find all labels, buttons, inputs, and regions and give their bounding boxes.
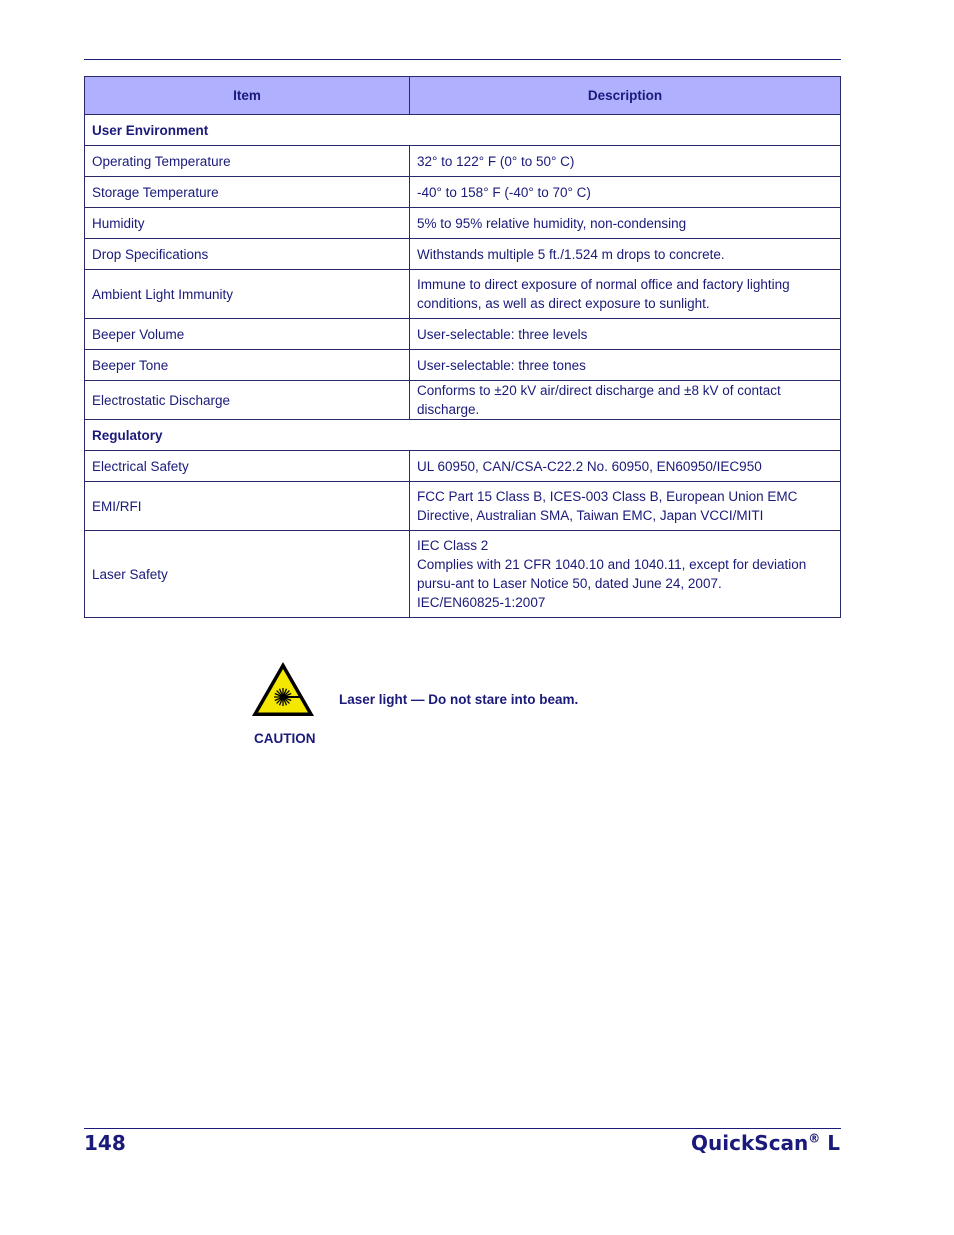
caution-label: CAUTION (254, 731, 316, 746)
section-row-regulatory (85, 420, 841, 451)
table-row (85, 270, 841, 319)
table-row (85, 381, 841, 420)
description-cell: User-selectable: three levels (410, 319, 841, 350)
item-cell: EMI/RFI (85, 482, 410, 531)
product-name (691, 1131, 840, 1155)
header-item: Item (85, 77, 410, 115)
section-title: Regulatory (85, 420, 841, 451)
top-rule (84, 59, 841, 60)
section-row-user-environment (85, 115, 841, 146)
caution-message: Laser light — Do not stare into beam. (339, 692, 579, 707)
item-cell: Electrostatic Discharge (85, 381, 410, 420)
table-row (85, 531, 841, 618)
description-line: Complies with 21 CFR 1040.10 and 1040.11, except for deviation pursu-ant to Laser Notice 50, dated June 24, 2007. (417, 557, 807, 591)
description-cell: 5% to 95% relative humidity, non-condensing (410, 208, 841, 239)
table-row (85, 350, 841, 381)
product-title: QuickScan (691, 1131, 809, 1155)
item-cell: Storage Temperature (85, 177, 410, 208)
specifications-table (84, 76, 841, 618)
item-cell: Drop Specifications (85, 239, 410, 270)
table-row (85, 177, 841, 208)
table-row (85, 146, 841, 177)
page-number: 148 (84, 1131, 126, 1155)
description-cell: UL 60950, CAN/CSA-C22.2 No. 60950, EN60950/IEC950 (410, 451, 841, 482)
description-cell: Conforms to ±20 kV air/direct discharge and ±8 kV of contact discharge. (410, 381, 841, 420)
product-suffix: L (820, 1131, 840, 1155)
description-cell: 32° to 122° F (0° to 50° C) (410, 146, 841, 177)
description-cell: -40° to 158° F (-40° to 70° C) (410, 177, 841, 208)
description-line: IEC Class 2 (417, 538, 489, 553)
table-row (85, 482, 841, 531)
item-cell: Beeper Volume (85, 319, 410, 350)
footer-rule (84, 1128, 841, 1129)
item-cell: Humidity (85, 208, 410, 239)
section-title: User Environment (85, 115, 841, 146)
table-row (85, 239, 841, 270)
description-cell: User-selectable: three tones (410, 350, 841, 381)
item-cell: Beeper Tone (85, 350, 410, 381)
item-cell: Ambient Light Immunity (85, 270, 410, 319)
laser-warning-icon (250, 660, 316, 718)
table-row (85, 319, 841, 350)
item-cell: Electrical Safety (85, 451, 410, 482)
header-description: Description (410, 77, 841, 115)
description-cell: Withstands multiple 5 ft./1.524 m drops to concrete. (410, 239, 841, 270)
description-cell: FCC Part 15 Class B, ICES-003 Class B, European Union EMC Directive, Australian SMA, Taiwan EMC, Japan VCCI/MITI (410, 482, 841, 531)
description-cell (410, 531, 841, 618)
registered-mark: ® (808, 1131, 821, 1146)
table-row (85, 208, 841, 239)
description-line: IEC/EN60825-1:2007 (417, 595, 546, 610)
item-cell: Operating Temperature (85, 146, 410, 177)
table-header-row (85, 77, 841, 115)
table-row (85, 451, 841, 482)
item-cell: Laser Safety (85, 531, 410, 618)
description-cell: Immune to direct exposure of normal office and factory lighting conditions, as well as direct exposure to sunlight. (410, 270, 841, 319)
